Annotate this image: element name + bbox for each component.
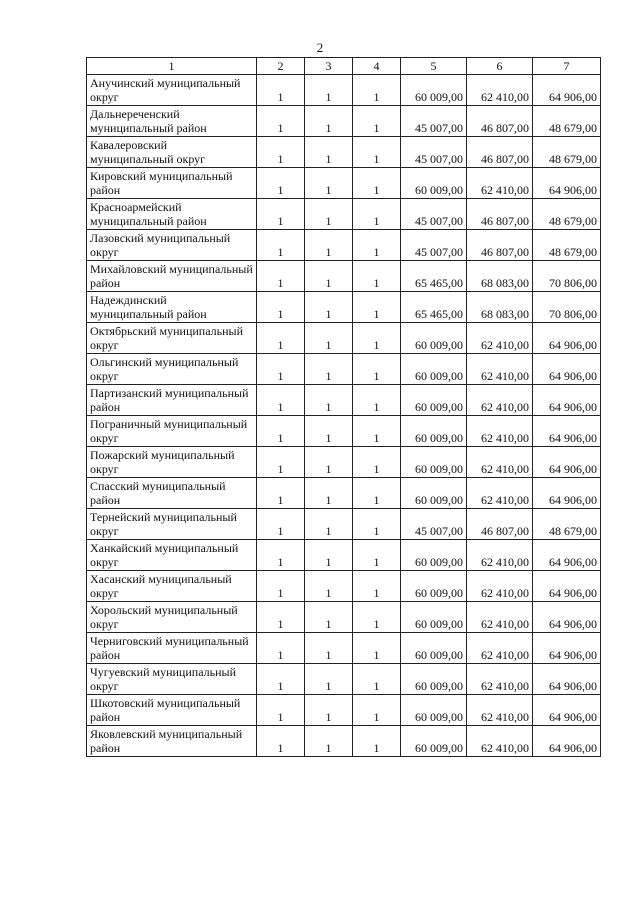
column-2-cell: 1	[257, 416, 305, 447]
column-2-cell: 1	[257, 323, 305, 354]
column-7-cell: 48 679,00	[533, 509, 601, 540]
column-7-cell: 48 679,00	[533, 106, 601, 137]
column-4-cell: 1	[353, 230, 401, 261]
district-name-cell: Ханкайский муниципальный округ	[87, 540, 257, 571]
column-3-cell: 1	[305, 137, 353, 168]
column-3-cell: 1	[305, 323, 353, 354]
column-6-cell: 62 410,00	[467, 478, 533, 509]
column-7-cell: 48 679,00	[533, 199, 601, 230]
column-3-cell: 1	[305, 230, 353, 261]
district-name-cell: Кировский муниципальный район	[87, 168, 257, 199]
column-5-cell: 65 465,00	[401, 261, 467, 292]
column-7-cell: 64 906,00	[533, 478, 601, 509]
column-5-cell: 60 009,00	[401, 540, 467, 571]
table-row	[87, 726, 601, 757]
column-3-cell: 1	[305, 664, 353, 695]
column-7-cell: 64 906,00	[533, 354, 601, 385]
column-header: 6	[467, 58, 533, 75]
column-6-cell: 62 410,00	[467, 726, 533, 757]
column-3-cell: 1	[305, 509, 353, 540]
table-row	[87, 137, 601, 168]
column-7-cell: 64 906,00	[533, 447, 601, 478]
column-5-cell: 60 009,00	[401, 571, 467, 602]
table-body	[87, 75, 601, 757]
column-4-cell: 1	[353, 292, 401, 323]
column-6-cell: 62 410,00	[467, 602, 533, 633]
column-4-cell: 1	[353, 726, 401, 757]
column-6-cell: 46 807,00	[467, 106, 533, 137]
district-name-cell: Хорольский муниципальный округ	[87, 602, 257, 633]
column-5-cell: 45 007,00	[401, 137, 467, 168]
table-row	[87, 385, 601, 416]
column-5-cell: 45 007,00	[401, 230, 467, 261]
district-name-cell: Ольгинский муниципальный округ	[87, 354, 257, 385]
district-name-cell: Надеждинский муниципальный район	[87, 292, 257, 323]
district-name-cell: Черниговский муниципальный район	[87, 633, 257, 664]
column-6-cell: 62 410,00	[467, 416, 533, 447]
district-name-cell: Яковлевский муниципальный район	[87, 726, 257, 757]
table-row	[87, 292, 601, 323]
table-row	[87, 75, 601, 106]
column-2-cell: 1	[257, 478, 305, 509]
district-name-cell: Кавалеровский муниципальный округ	[87, 137, 257, 168]
column-4-cell: 1	[353, 664, 401, 695]
column-6-cell: 68 083,00	[467, 292, 533, 323]
column-4-cell: 1	[353, 75, 401, 106]
column-3-cell: 1	[305, 602, 353, 633]
column-7-cell: 64 906,00	[533, 323, 601, 354]
district-name-cell: Михайловский муниципальный район	[87, 261, 257, 292]
column-2-cell: 1	[257, 230, 305, 261]
column-4-cell: 1	[353, 478, 401, 509]
column-3-cell: 1	[305, 106, 353, 137]
column-4-cell: 1	[353, 261, 401, 292]
column-7-cell: 64 906,00	[533, 168, 601, 199]
district-name-cell: Красноармейский муниципальный район	[87, 199, 257, 230]
column-2-cell: 1	[257, 75, 305, 106]
column-3-cell: 1	[305, 292, 353, 323]
table-row	[87, 633, 601, 664]
column-5-cell: 60 009,00	[401, 75, 467, 106]
column-3-cell: 1	[305, 354, 353, 385]
column-4-cell: 1	[353, 509, 401, 540]
district-name-cell: Партизанский муниципальный район	[87, 385, 257, 416]
table-row	[87, 695, 601, 726]
column-5-cell: 45 007,00	[401, 509, 467, 540]
column-5-cell: 60 009,00	[401, 478, 467, 509]
column-2-cell: 1	[257, 695, 305, 726]
column-2-cell: 1	[257, 106, 305, 137]
table-row	[87, 664, 601, 695]
column-4-cell: 1	[353, 540, 401, 571]
column-4-cell: 1	[353, 571, 401, 602]
column-6-cell: 46 807,00	[467, 509, 533, 540]
column-7-cell: 64 906,00	[533, 633, 601, 664]
district-name-cell: Лазовский муниципальный округ	[87, 230, 257, 261]
district-name-cell: Чугуевский муниципальный округ	[87, 664, 257, 695]
table-row	[87, 602, 601, 633]
table-row	[87, 168, 601, 199]
column-2-cell: 1	[257, 168, 305, 199]
column-7-cell: 64 906,00	[533, 726, 601, 757]
district-name-cell: Пожарский муниципальный округ	[87, 447, 257, 478]
column-4-cell: 1	[353, 633, 401, 664]
column-4-cell: 1	[353, 354, 401, 385]
column-4-cell: 1	[353, 199, 401, 230]
column-5-cell: 60 009,00	[401, 664, 467, 695]
column-7-cell: 48 679,00	[533, 230, 601, 261]
table-row	[87, 447, 601, 478]
column-4-cell: 1	[353, 137, 401, 168]
column-3-cell: 1	[305, 199, 353, 230]
data-table	[86, 57, 601, 757]
column-header: 1	[87, 58, 257, 75]
column-2-cell: 1	[257, 509, 305, 540]
column-7-cell: 64 906,00	[533, 695, 601, 726]
column-3-cell: 1	[305, 416, 353, 447]
column-header: 2	[257, 58, 305, 75]
column-4-cell: 1	[353, 416, 401, 447]
table-row	[87, 540, 601, 571]
column-7-cell: 64 906,00	[533, 385, 601, 416]
column-2-cell: 1	[257, 447, 305, 478]
column-header: 4	[353, 58, 401, 75]
column-6-cell: 62 410,00	[467, 664, 533, 695]
column-6-cell: 62 410,00	[467, 323, 533, 354]
column-2-cell: 1	[257, 261, 305, 292]
column-5-cell: 60 009,00	[401, 726, 467, 757]
column-2-cell: 1	[257, 292, 305, 323]
column-5-cell: 45 007,00	[401, 106, 467, 137]
column-3-cell: 1	[305, 385, 353, 416]
column-2-cell: 1	[257, 354, 305, 385]
column-3-cell: 1	[305, 540, 353, 571]
column-2-cell: 1	[257, 199, 305, 230]
column-2-cell: 1	[257, 726, 305, 757]
table-row	[87, 509, 601, 540]
column-6-cell: 62 410,00	[467, 571, 533, 602]
column-5-cell: 60 009,00	[401, 695, 467, 726]
column-7-cell: 64 906,00	[533, 75, 601, 106]
column-2-cell: 1	[257, 571, 305, 602]
column-5-cell: 60 009,00	[401, 602, 467, 633]
district-name-cell: Анучинский муниципальный округ	[87, 75, 257, 106]
column-5-cell: 60 009,00	[401, 633, 467, 664]
column-5-cell: 60 009,00	[401, 323, 467, 354]
table-row	[87, 199, 601, 230]
column-7-cell: 64 906,00	[533, 416, 601, 447]
column-6-cell: 46 807,00	[467, 199, 533, 230]
column-5-cell: 60 009,00	[401, 354, 467, 385]
column-4-cell: 1	[353, 323, 401, 354]
column-5-cell: 60 009,00	[401, 168, 467, 199]
table-row	[87, 571, 601, 602]
column-5-cell: 60 009,00	[401, 447, 467, 478]
column-2-cell: 1	[257, 602, 305, 633]
column-7-cell: 70 806,00	[533, 292, 601, 323]
column-3-cell: 1	[305, 478, 353, 509]
district-name-cell: Дальнереченский муниципальный район	[87, 106, 257, 137]
column-2-cell: 1	[257, 385, 305, 416]
column-3-cell: 1	[305, 261, 353, 292]
table-row	[87, 354, 601, 385]
column-header: 7	[533, 58, 601, 75]
column-4-cell: 1	[353, 106, 401, 137]
column-3-cell: 1	[305, 633, 353, 664]
header-row	[87, 58, 601, 75]
column-7-cell: 64 906,00	[533, 602, 601, 633]
column-7-cell: 48 679,00	[533, 137, 601, 168]
column-4-cell: 1	[353, 695, 401, 726]
table-row	[87, 478, 601, 509]
column-6-cell: 46 807,00	[467, 230, 533, 261]
column-6-cell: 68 083,00	[467, 261, 533, 292]
column-6-cell: 46 807,00	[467, 137, 533, 168]
column-5-cell: 60 009,00	[401, 416, 467, 447]
column-4-cell: 1	[353, 385, 401, 416]
column-header: 5	[401, 58, 467, 75]
table-row	[87, 230, 601, 261]
district-name-cell: Спасский муниципальный район	[87, 478, 257, 509]
column-7-cell: 64 906,00	[533, 571, 601, 602]
table-row	[87, 106, 601, 137]
column-6-cell: 62 410,00	[467, 168, 533, 199]
column-3-cell: 1	[305, 695, 353, 726]
column-7-cell: 70 806,00	[533, 261, 601, 292]
page-number: 2	[316, 40, 324, 55]
column-2-cell: 1	[257, 540, 305, 571]
column-5-cell: 60 009,00	[401, 385, 467, 416]
column-3-cell: 1	[305, 75, 353, 106]
column-2-cell: 1	[257, 137, 305, 168]
district-name-cell: Тернейский муниципальный округ	[87, 509, 257, 540]
column-3-cell: 1	[305, 726, 353, 757]
district-name-cell: Хасанский муниципальный округ	[87, 571, 257, 602]
district-name-cell: Пограничный муниципальный округ	[87, 416, 257, 447]
column-5-cell: 45 007,00	[401, 199, 467, 230]
column-3-cell: 1	[305, 168, 353, 199]
column-6-cell: 62 410,00	[467, 695, 533, 726]
column-2-cell: 1	[257, 633, 305, 664]
column-5-cell: 65 465,00	[401, 292, 467, 323]
column-header: 3	[305, 58, 353, 75]
table-row	[87, 261, 601, 292]
column-6-cell: 62 410,00	[467, 540, 533, 571]
column-6-cell: 62 410,00	[467, 75, 533, 106]
district-name-cell: Шкотовский муниципальный район	[87, 695, 257, 726]
column-4-cell: 1	[353, 168, 401, 199]
column-2-cell: 1	[257, 664, 305, 695]
column-4-cell: 1	[353, 447, 401, 478]
column-6-cell: 62 410,00	[467, 447, 533, 478]
column-6-cell: 62 410,00	[467, 633, 533, 664]
district-name-cell: Октябрьский муниципальный округ	[87, 323, 257, 354]
column-3-cell: 1	[305, 447, 353, 478]
column-6-cell: 62 410,00	[467, 385, 533, 416]
column-6-cell: 62 410,00	[467, 354, 533, 385]
table-row	[87, 323, 601, 354]
column-7-cell: 64 906,00	[533, 540, 601, 571]
column-3-cell: 1	[305, 571, 353, 602]
column-4-cell: 1	[353, 602, 401, 633]
table-row	[87, 416, 601, 447]
column-7-cell: 64 906,00	[533, 664, 601, 695]
